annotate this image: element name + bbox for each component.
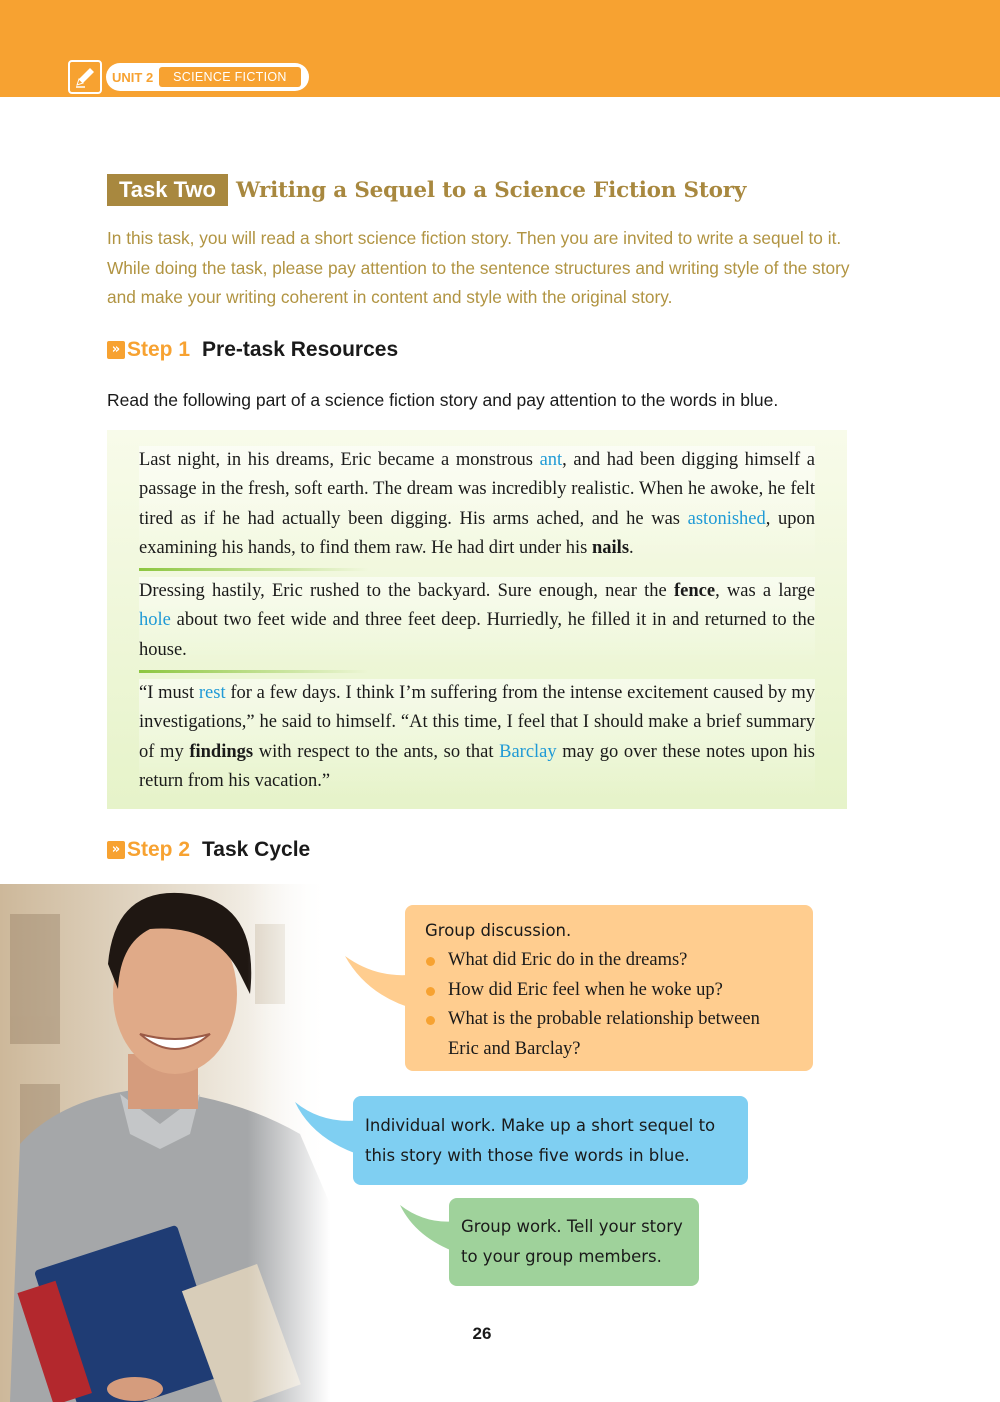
blue-word: Barclay [499, 741, 557, 762]
task-title: Writing a Sequel to a Science Fiction Story [235, 177, 747, 203]
bullet-icon [426, 1016, 435, 1025]
list-item: What did Eric do in the dreams? [425, 946, 793, 976]
task-intro: In this task, you will read a short science fiction story. Then you are invited to write a sequel to it. While doing the task, please pay attention to the sentence structures and writing style of the story and make your writing coherent in content and style with the original story. [107, 228, 850, 307]
step2-heading [107, 838, 310, 862]
paragraph-divider [139, 568, 369, 571]
unit-number: UNIT 2 [112, 69, 154, 85]
story-box [107, 430, 847, 809]
double-chevron-icon: » [107, 841, 125, 859]
discussion-questions [425, 946, 793, 1064]
step1-instruction: Read the following part of a science fiction story and pay attention to the words in blue. [107, 390, 779, 410]
group-work-bubble: Group work. Tell your story to your group members. [449, 1198, 699, 1286]
group-discussion-heading: Group discussion. [425, 921, 572, 940]
list-item: What is the probable relationship between Eric and Barclay? [425, 1005, 793, 1064]
blue-word: astonished [687, 508, 766, 529]
story-paragraph-1: Last night, in his dreams, Eric became a monstrous ant, and had been digging himself a passage in the fresh, soft earth. The dream was incredibly realistic. When he awoke, he felt tired as if he had actually been digging. His arms ached, and he was astonished, upon examining his hands, to find them raw. He had dirt under his nails. [139, 446, 815, 563]
bullet-icon [426, 987, 435, 996]
task-tag: Task Two [107, 174, 228, 206]
unit-name: SCIENCE FICTION [159, 67, 301, 87]
step1-title: Pre-task Resources [202, 338, 399, 361]
double-chevron-icon: » [107, 341, 125, 359]
step1-label: Step 1 [127, 338, 191, 361]
bold-word: fence [673, 581, 716, 601]
bullet-icon [426, 957, 435, 966]
individual-work-bubble: Individual work. Make up a short sequel to this story with those five words in blue. [353, 1096, 748, 1185]
step1-heading [107, 338, 398, 362]
bold-word: nails [592, 537, 630, 558]
blue-word: hole [139, 610, 171, 631]
blue-word: rest [198, 683, 226, 703]
bold-word: findings [189, 741, 254, 762]
unit-badge [68, 60, 309, 94]
step2-label: Step 2 [127, 838, 191, 861]
blue-word: ant [539, 450, 563, 470]
paragraph-divider [139, 670, 369, 673]
list-item: How did Eric feel when he woke up? [425, 976, 793, 1006]
pen-icon [68, 60, 102, 94]
story-paragraph-3: “I must rest for a few days. I think I’m suffering from the intense excitement caused by my investigations,” he said to himself. “At this time, I feel that I should make a brief summary of my findings with respect to the ants, so that Barclay may go over these notes upon his return from his vacation.” [139, 679, 815, 796]
student-photo [0, 884, 330, 1402]
group-discussion-bubble [405, 905, 813, 1071]
unit-pill [106, 63, 309, 91]
step2-title: Task Cycle [202, 838, 311, 861]
story-paragraph-2: Dressing hastily, Eric rushed to the backyard. Sure enough, near the fence, was a large hole about two feet wide and three feet deep. Hurriedly, he filled it in and returned to the house. [139, 577, 815, 665]
page-number: 26 [472, 1324, 492, 1343]
task-heading [107, 174, 746, 206]
